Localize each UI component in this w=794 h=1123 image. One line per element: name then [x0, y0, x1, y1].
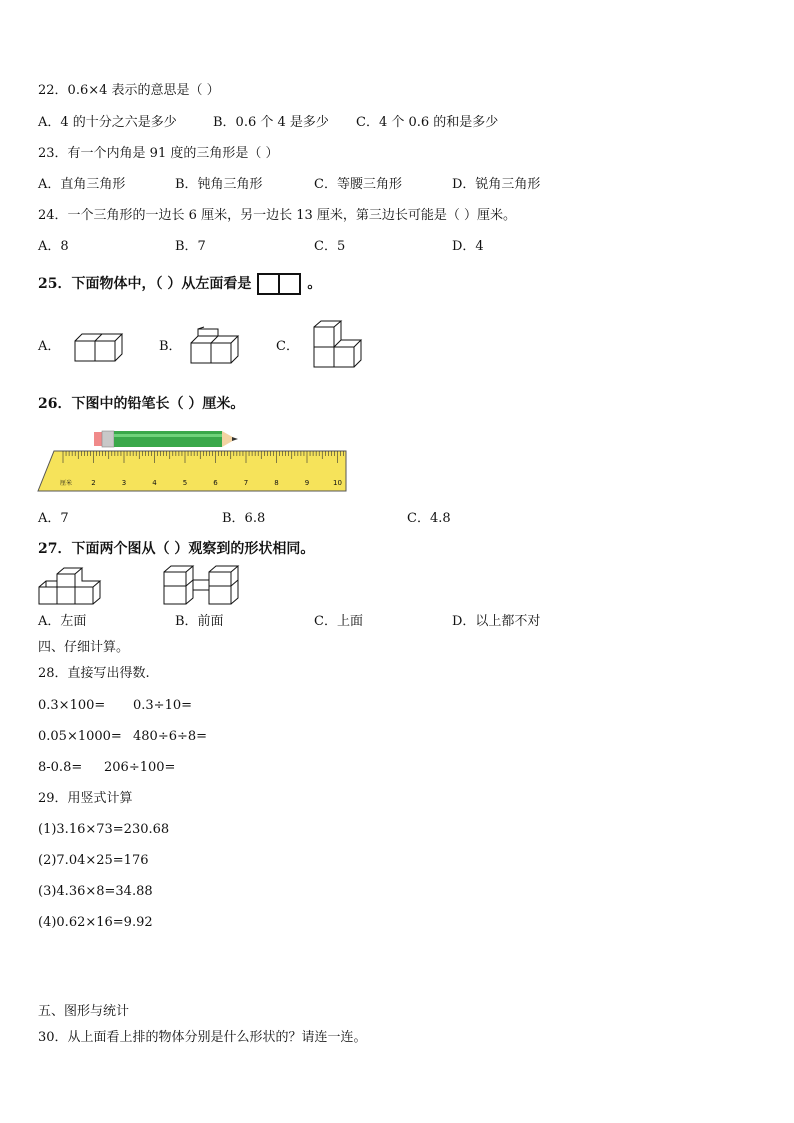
- q25-stem-end: 。: [307, 276, 322, 292]
- q29-item-3: (3)4.36×8=34.88: [38, 884, 153, 899]
- ruler-number: 4: [152, 479, 157, 487]
- q24-option-b[interactable]: B．7: [175, 239, 206, 254]
- section-4-heading: 四、仔细计算。: [38, 640, 130, 655]
- q24-option-d[interactable]: D．4: [452, 239, 484, 254]
- q29-item-1: (1)3.16×73=230.68: [38, 822, 170, 837]
- q25-option-a-figure: [74, 332, 122, 364]
- ruler-number: 6: [213, 479, 218, 487]
- q25-option-c[interactable]: C．: [276, 339, 299, 354]
- pencil-body: [114, 431, 222, 447]
- q30-stem: 30．从上面看上排的物体分别是什么形状的？请连一连。: [38, 1030, 367, 1045]
- q29-stem: 29．用竖式计算: [38, 791, 133, 806]
- q24-option-c[interactable]: C．5: [314, 239, 346, 254]
- q25-stem: [38, 272, 321, 296]
- pencil-ferrule: [102, 431, 114, 447]
- q25-option-a[interactable]: A．: [38, 339, 61, 354]
- q28-item: 206÷100=: [104, 760, 176, 775]
- q29-item-2: (2)7.04×25=176: [38, 853, 149, 868]
- q25-option-b[interactable]: B．: [159, 339, 182, 354]
- ruler-body: [38, 451, 346, 491]
- pencil-eraser: [94, 432, 102, 446]
- q27-option-d[interactable]: D．以上都不对: [452, 614, 541, 629]
- q23-option-b[interactable]: B．钝角三角形: [175, 177, 263, 192]
- ruler-number: 5: [182, 479, 188, 487]
- ruler-number: 9: [304, 479, 310, 487]
- q22-stem: 22．0.6×4 表示的意思是（ ）: [38, 83, 220, 98]
- q27-figure-2: [163, 564, 243, 606]
- q23-option-c[interactable]: C．等腰三角形: [314, 177, 402, 192]
- q24-stem: 24．一个三角形的一边长 6 厘米，另一边长 13 厘米，第三边长可能是（ ）厘米。: [38, 208, 517, 223]
- q27-stem: 27．下面两个图从（ ）观察到的形状相同。: [38, 541, 315, 557]
- q26-stem: 26．下图中的铅笔长（ ）厘米。: [38, 396, 245, 412]
- q28-item: 480÷6÷8=: [133, 729, 208, 744]
- q25-stem-text: 25．下面物体中，（ ）从左面看是: [38, 276, 252, 292]
- q27-figure-1: [38, 566, 102, 606]
- q28-item: 0.3×100=: [38, 698, 106, 713]
- q23-option-a[interactable]: A．直角三角形: [38, 177, 126, 192]
- q28-item: 0.05×1000=: [38, 729, 122, 744]
- q25-left-view-shape: [257, 273, 301, 295]
- q23-stem: 23．有一个内角是 91 度的三角形是（ ）: [38, 146, 279, 161]
- q24-option-a[interactable]: A．8: [38, 239, 69, 254]
- ruler-number: 3: [121, 479, 127, 487]
- q26-option-a[interactable]: A．7: [38, 511, 69, 526]
- q25-option-c-figure: [313, 320, 363, 370]
- pencil: [94, 431, 238, 447]
- q22-option-a[interactable]: A．4 的十分之六是多少: [38, 115, 177, 130]
- q27-option-c[interactable]: C．上面: [314, 614, 363, 629]
- q22-option-b[interactable]: B．0.6 个 4 是多少: [213, 115, 329, 130]
- section-5-heading: 五、图形与统计: [38, 1004, 130, 1019]
- ruler-number: 7: [243, 479, 249, 487]
- ruler-number: 10: [333, 479, 342, 487]
- q29-item-4: (4)0.62×16=9.92: [38, 915, 153, 930]
- q28-stem: 28．直接写出得数.: [38, 666, 150, 681]
- ruler-number: 2: [91, 479, 96, 487]
- ruler-number: 8: [274, 479, 279, 487]
- q27-option-b[interactable]: B．前面: [175, 614, 224, 629]
- q23-option-d[interactable]: D．锐角三角形: [452, 177, 541, 192]
- ruler-unit: 厘米: [60, 480, 73, 487]
- q22-option-c[interactable]: C．4 个 0.6 的和是多少: [356, 115, 499, 130]
- pencil-ruler-figure: [38, 425, 348, 495]
- q28-item: 8-0.8=: [38, 760, 83, 775]
- q26-option-c[interactable]: C．4.8: [407, 511, 451, 526]
- q27-option-a[interactable]: A．左面: [38, 614, 87, 629]
- q28-item: 0.3÷10=: [133, 698, 193, 713]
- q25-option-b-figure: [190, 326, 240, 366]
- q26-option-b[interactable]: B．6.8: [222, 511, 266, 526]
